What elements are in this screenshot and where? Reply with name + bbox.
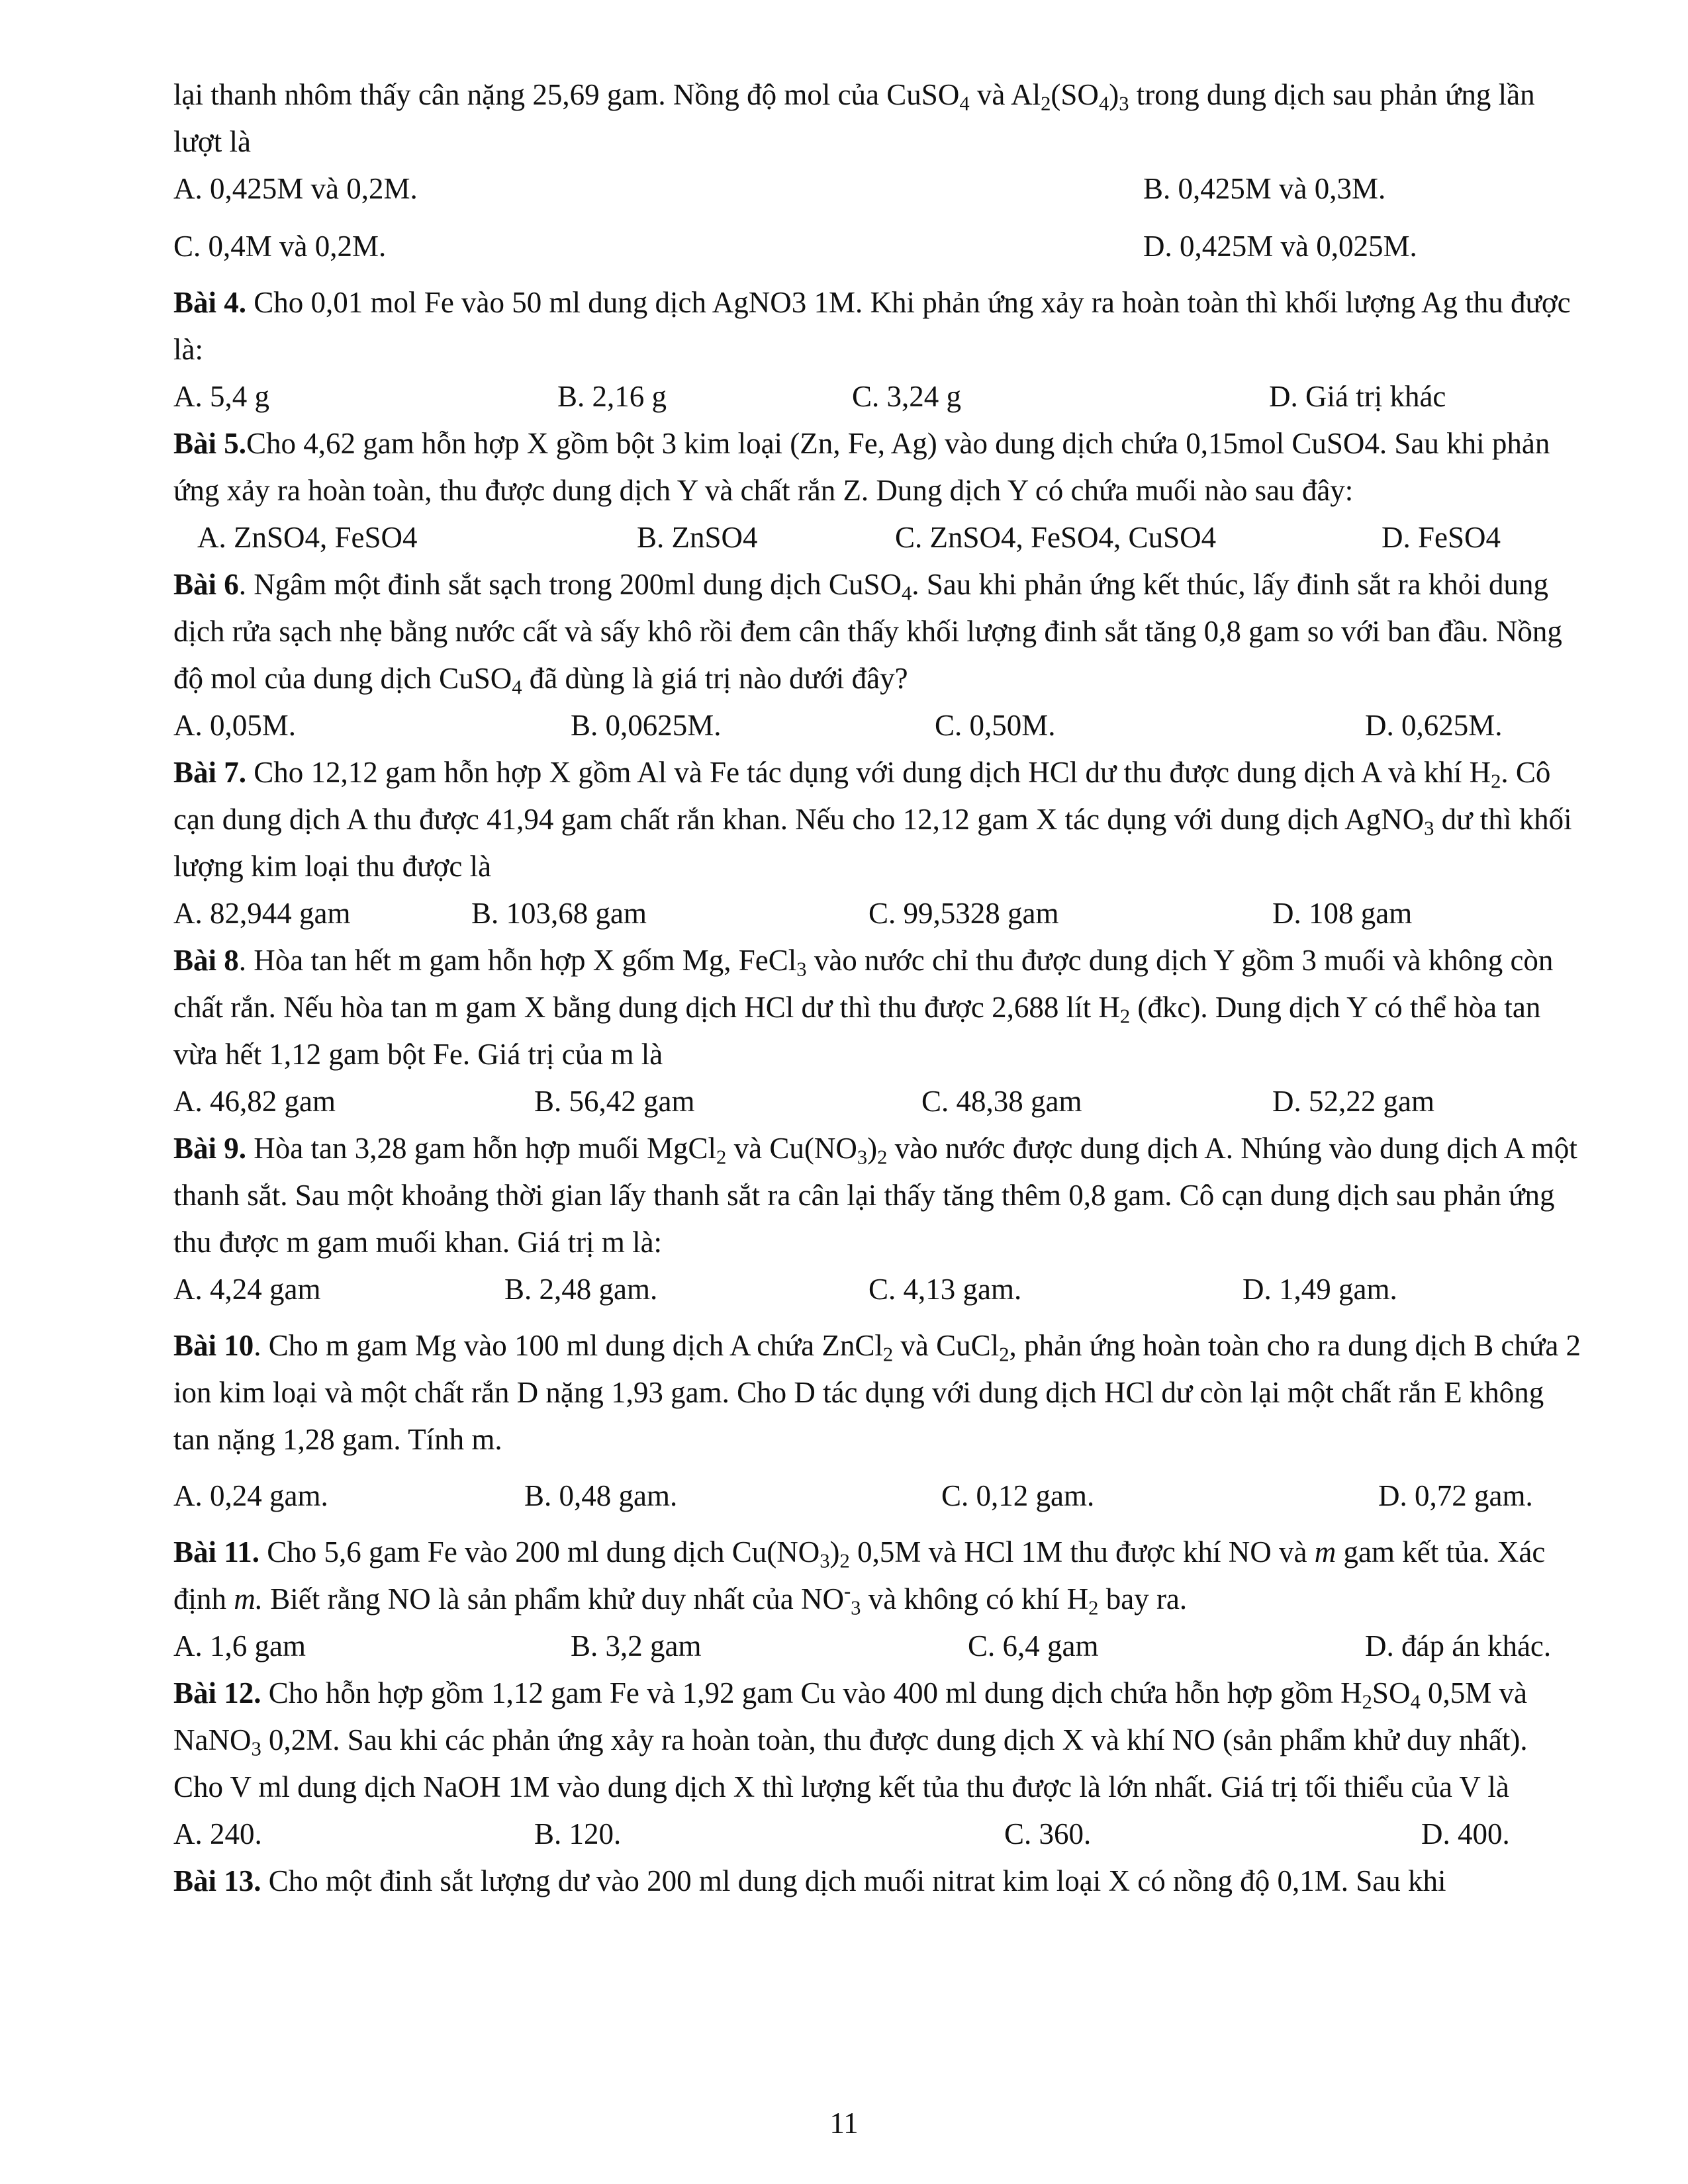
question-10-options <box>173 1473 1583 1520</box>
question-9-label: Bài 9. <box>173 1132 247 1165</box>
option-c: C. 4,13 gam. <box>868 1273 1022 1306</box>
option-c: C. 360. <box>1004 1817 1092 1850</box>
question-3-stem: lại thanh nhôm thấy cân nặng 25,69 gam. Nồng độ mol của CuSO$_4$ và $Al_2(SO_4)_3$ trong dung dịch sau phản ứng lần lượt là <box>173 78 1535 158</box>
option-b: B. ZnSO4 <box>637 521 758 554</box>
option-b: B. 2,16 g <box>557 380 667 413</box>
option-b: B. 103,68 gam <box>471 897 647 930</box>
question-5-label: Bài 5. <box>173 427 247 460</box>
option-c: C. 3,24 g <box>852 380 962 413</box>
question-13-label: Bài 13. <box>173 1864 261 1897</box>
question-6-stem: Bài 6. Ngâm một đinh sắt sạch trong 200ml dung dịch CuSO$_4$. Sau khi phản ứng kết thúc, lấy đinh sắt ra khỏi dung dịch rửa sạch nhẹ bằng nước cất và sấy khô rồi đem cân thấy khối lượng đinh sắt tăng 0,8 gam so với ban đầu. Nồng độ mol của dung dịch CuSO$_4$ đã dùng là giá trị nào dưới đây? <box>173 568 1562 699</box>
option-d: D. 0,72 gam. <box>1378 1479 1533 1512</box>
question-9-options <box>173 1266 1583 1313</box>
question-13-stem: Bài 13. Cho một đinh sắt lượng dư vào 200 ml dung dịch muối nitrat kim loại X có nồng độ 0,1M. Sau khi <box>173 1864 1446 1897</box>
option-c: C. 0,4M và 0,2M. <box>173 230 387 263</box>
option-a: A. 0,425M và 0,2M. <box>173 172 418 205</box>
option-a: A. 46,82 gam <box>173 1085 336 1118</box>
question-6-label: Bài 6 <box>173 568 239 601</box>
option-c: C. 48,38 gam <box>921 1085 1082 1118</box>
question-5-options <box>173 514 1583 561</box>
question-7-stem: Bài 7. Cho 12,12 gam hỗn hợp X gồm Al và Fe tác dụng với dung dịch HCl dư thu được dung dịch A và khí $H_2$. Cô cạn dung dịch A thu được 41,94 gam chất rắn khan. Nếu cho 12,12 gam X tác dụng với dung dịch AgNO$_3$ dư thì khối lượng kim loại thu được là <box>173 756 1572 883</box>
question-3-options-row-2 <box>173 223 1583 270</box>
option-c: C. 0,12 gam. <box>941 1479 1095 1512</box>
option-d: D. 400. <box>1421 1817 1510 1850</box>
option-d: D. đáp án khác. <box>1365 1629 1552 1662</box>
question-10-label: Bài 10 <box>173 1329 254 1362</box>
question-4-options <box>173 373 1583 420</box>
option-d: D. 52,22 gam <box>1272 1085 1434 1118</box>
option-c: C. ZnSO4, FeSO4, CuSO4 <box>895 521 1217 554</box>
option-b: B. 56,42 gam <box>534 1085 695 1118</box>
option-a: A. 0,24 gam. <box>173 1479 328 1512</box>
option-a: A. ZnSO4, FeSO4 <box>197 521 418 554</box>
option-b: B. 0,48 gam. <box>524 1479 678 1512</box>
option-a: A. 82,944 gam <box>173 897 351 930</box>
option-a: A. 5,4 g <box>173 380 269 413</box>
question-11-options <box>173 1623 1583 1670</box>
option-a: A. 240. <box>173 1817 262 1850</box>
document-page <box>173 71 1583 1905</box>
question-12-stem: Bài 12. Cho hỗn hợp gồm 1,12 gam Fe và 1,92 gam Cu vào 400 ml dung dịch chứa hỗn hợp gồm $H_2SO_4$ 0,5M và NaNO$_3$ 0,2M. Sau khi các phản ứng xảy ra hoàn toàn, thu được dung dịch X và khí NO (sản phẩm khử duy nhất). Cho V ml dung dịch NaOH 1M vào dung dịch X thì lượng kết tủa thu được là lớn nhất. Giá trị tối thiểu của V là <box>173 1676 1528 1803</box>
question-9-stem: Bài 9. Hòa tan 3,28 gam hỗn hợp muối MgCl$_2$ và $Cu(NO_3)_2$ vào nước được dung dịch A. Nhúng vào dung dịch A một thanh sắt. Sau một khoảng thời gian lấy thanh sắt ra cân lại thấy tăng thêm 0,8 gam. Cô cạn dung dịch sau phản ứng thu được m gam muối khan. Giá trị m là: <box>173 1132 1577 1259</box>
question-5-stem: Bài 5.Cho 4,62 gam hỗn hợp X gồm bột 3 kim loại (Zn, Fe, Ag) vào dung dịch chứa 0,15mol CuSO4. Sau khi phản ứng xảy ra hoàn toàn, thu được dung dịch Y và chất rắn Z. Dung dịch Y có chứa muối nào sau đây: <box>173 427 1550 507</box>
question-10-stem: Bài 10. Cho m gam Mg vào 100 ml dung dịch A chứa ZnCl$_2$ và CuCl$_2$, phản ứng hoàn toàn cho ra dung dịch B chứa 2 ion kim loại và một chất rắn D nặng 1,93 gam. Cho D tác dụng với dung dịch HCl dư còn lại một chất rắn E không tan nặng 1,28 gam. Tính m. <box>173 1329 1581 1456</box>
question-3-options-row-1 <box>173 165 1583 212</box>
question-8-label: Bài 8 <box>173 944 239 977</box>
question-8-stem: Bài 8. Hòa tan hết m gam hỗn hợp X gốm Mg, FeCl$_3$ vào nước chỉ thu được dung dịch Y gồm 3 muối và không còn chất rắn. Nếu hòa tan m gam X bằng dung dịch HCl dư thì thu được 2,688 lít $H_2$ (đkc). Dung dịch Y có thể hòa tan vừa hết 1,12 gam bột Fe. Giá trị của m là <box>173 944 1554 1071</box>
option-d: D. 0,425M và 0,025M. <box>1143 230 1417 263</box>
question-12-options <box>173 1811 1583 1858</box>
option-c: C. 0,50M. <box>935 709 1056 742</box>
option-a: A. 4,24 gam <box>173 1273 321 1306</box>
option-d: D. 0,625M. <box>1365 709 1503 742</box>
question-4-stem: Bài 4. Cho 0,01 mol Fe vào 50 ml dung dịch AgNO3 1M. Khi phản ứng xảy ra hoàn toàn thì khối lượng Ag thu được là: <box>173 286 1571 366</box>
option-d: D. 108 gam <box>1272 897 1413 930</box>
question-12-label: Bài 12. <box>173 1676 261 1709</box>
option-b: B. 0,425M và 0,3M. <box>1143 172 1386 205</box>
question-4-label: Bài 4. <box>173 286 247 319</box>
option-d: D. FeSO4 <box>1382 521 1501 554</box>
question-7-label: Bài 7. <box>173 756 247 789</box>
option-b: B. 2,48 gam. <box>504 1273 658 1306</box>
option-d: D. 1,49 gam. <box>1243 1273 1397 1306</box>
option-b: B. 3,2 gam <box>571 1629 702 1662</box>
option-d: D. Giá trị khác <box>1269 380 1446 413</box>
question-11-stem: Bài 11. Cho 5,6 gam Fe vào 200 ml dung dịch $Cu(NO_3)_2$ 0,5M và HCl 1M thu được khí NO và m gam kết tủa. Xác định m. Biết rằng NO là sản phẩm khử duy nhất của $NO^-_3$ và không có khí $H_2$ bay ra. <box>173 1535 1546 1619</box>
option-b: B. 120. <box>534 1817 622 1850</box>
question-7-options <box>173 890 1583 937</box>
question-6-options <box>173 702 1583 749</box>
option-b: B. 0,0625M. <box>571 709 722 742</box>
page-number: 11 <box>829 2107 859 2140</box>
option-c: C. 6,4 gam <box>968 1629 1099 1662</box>
option-c: C. 99,5328 gam <box>868 897 1059 930</box>
option-a: A. 1,6 gam <box>173 1629 306 1662</box>
option-a: A. 0,05M. <box>173 709 297 742</box>
question-11-label: Bài 11. <box>173 1535 260 1569</box>
question-8-options <box>173 1078 1583 1125</box>
